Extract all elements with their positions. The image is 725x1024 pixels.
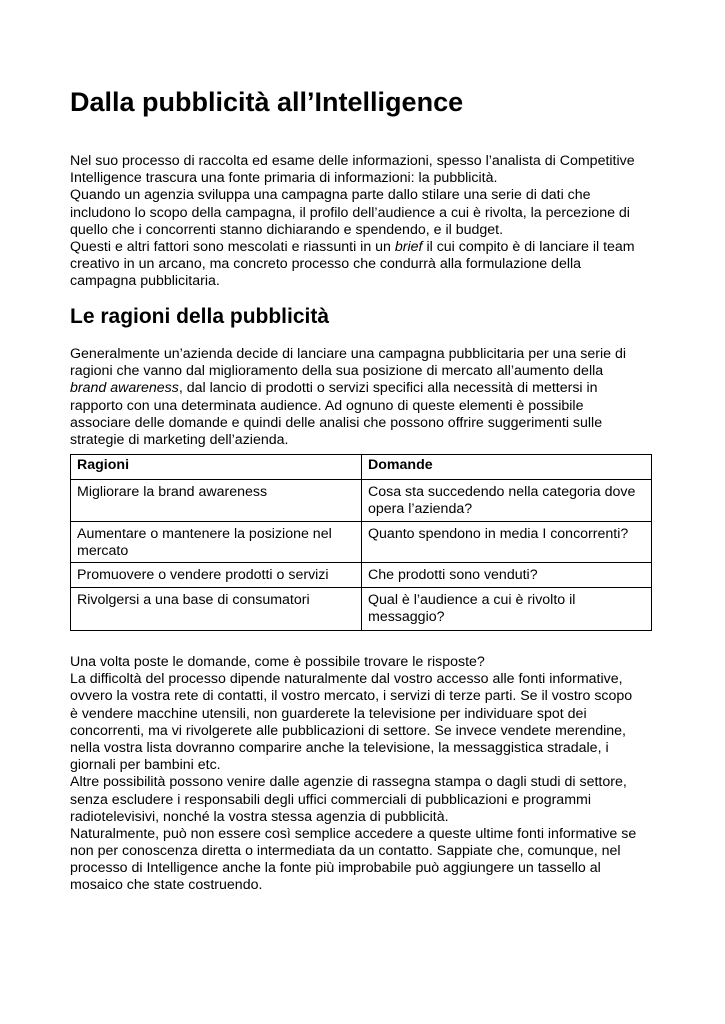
text-line: La difficoltà del processo dipende naturalmente dal vostro accesso alle fonti informative, (70, 671, 623, 688)
text-line: quello che i concorrenti stanno dichiarando e spendendo, e il budget. (70, 221, 504, 238)
text-line: giornali per bambini etc. (70, 757, 221, 774)
text-line: è vendere macchine utensili, non guarderete la televisione per individuare spot dei (70, 705, 587, 722)
text-line: Naturalmente, può non essere così semplice accedere a queste ultime fonti informative se (70, 825, 637, 842)
text-line: Quando un agenzia sviluppa una campagna parte dallo stilare una serie di dati che (70, 187, 591, 204)
table-cell: Qual è l’audience a cui è rivolto il messaggio? (362, 588, 652, 631)
column-header-ragioni: Ragioni (71, 455, 362, 480)
ragioni-domande-table (70, 454, 652, 631)
text-line: Una volta poste le domande, come è possibile trovare le risposte? (70, 654, 485, 670)
table-row (71, 521, 652, 562)
table-cell: Migliorare la brand awareness (71, 480, 362, 521)
text-line: Intelligence trascura una fonte primaria di informazioni: la pubblicità. (70, 170, 498, 187)
italic-term-brand-awareness: brand awareness (70, 380, 179, 397)
text-line: strategie di marketing dell’azienda. (70, 431, 289, 448)
table-cell: Aumentare o mantenere la posizione nel mercato (71, 521, 362, 562)
table-cell: Cosa sta succedendo nella categoria dove opera l’azienda? (362, 480, 652, 521)
text-line: radiotelevisivi, nonché la vostra stessa agenzia di pubblicità. (70, 808, 449, 825)
text-line (70, 380, 660, 397)
text-line: campagna pubblicitaria. (70, 273, 220, 290)
text-line: rapporto con una determinata audience. Ad ognuno di queste elementi è possibile (70, 397, 584, 414)
table-row (71, 480, 652, 521)
text-line: non per conoscenza diretta o intermediata da un contatto. Sappiate che, comunque, nel (70, 843, 621, 860)
text-line: nella vostra lista dovranno comparire anche la televisione, la messaggistica stradale, i (70, 739, 609, 756)
text-line: concorrenti, ma vi rivolgerete alle pubblicazioni di settore. Se invece vendete merendine, (70, 722, 626, 739)
text-line: processo di Intelligence anche la fonte più improbabile può aggiungere un tassello al (70, 860, 601, 877)
table-cell: Rivolgersi a una base di consumatori (71, 588, 362, 631)
text-line: associare delle domande e quindi delle analisi che possono offrire suggerimenti sulle (70, 414, 603, 431)
table-row (71, 588, 652, 631)
text-line: mosaico che state costruendo. (70, 877, 263, 894)
table-cell: Che prodotti sono venduti? (362, 563, 652, 588)
document-title: Dalla pubblicità all’Intelligence (70, 87, 464, 117)
text-line: Generalmente un’azienda decide di lanciare una campagna pubblicitaria per una serie di (70, 346, 627, 362)
closing-paragraph (70, 654, 660, 895)
text-line: ovvero la vostra rete di contatti, il vostro mercato, i servizi di terze parti. Se il vostro scopo (70, 688, 633, 705)
text-line: Altre possibilità possono venire dalle agenzie di rassegna stampa o dagli studi di settore, (70, 774, 627, 791)
text-fragment: , dal lancio di prodotti o servizi specifici alla necessità di mettersi in (178, 380, 598, 397)
section-heading: Le ragioni della pubblicità (70, 305, 330, 328)
text-fragment: Questi e altri fattori sono mescolati e riassunti in un (70, 238, 395, 255)
intro-paragraph (70, 153, 660, 291)
column-header-domande: Domande (362, 455, 652, 480)
text-line: senza escludere i responsabili degli uffici commerciali di pubblicazioni e programmi (70, 791, 591, 808)
text-line (70, 239, 660, 256)
text-fragment: il cui compito è di lanciare il team (422, 238, 635, 255)
text-line: ragioni che vanno dal miglioramento della sua posizione di mercato all’aumento della (70, 363, 604, 380)
text-line: creativo in un arcano, ma concreto processo che condurrà alla formulazione della (70, 256, 582, 273)
table-cell: Promuovere o vendere prodotti o servizi (71, 563, 362, 588)
ragioni-paragraph (70, 346, 660, 449)
table-header-row (71, 455, 652, 480)
text-line: includono lo scopo della campagna, il profilo dell’audience a cui è rivolta, la percezione di (70, 204, 630, 221)
table-row (71, 563, 652, 588)
text-line: Nel suo processo di raccolta ed esame delle informazioni, spesso l’analista di Competitive (70, 153, 635, 169)
italic-term-brief: brief (394, 238, 423, 255)
table-cell: Quanto spendono in media I concorrenti? (362, 521, 652, 562)
